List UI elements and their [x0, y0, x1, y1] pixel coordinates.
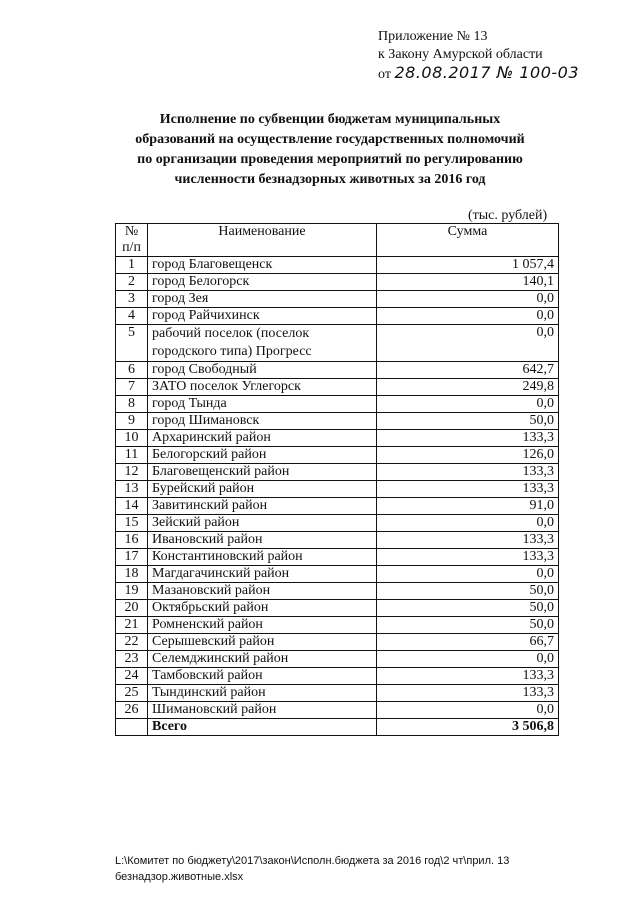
row-sum: 0,0: [377, 566, 559, 583]
table-row: [116, 362, 559, 379]
row-sum: 50,0: [377, 600, 559, 617]
file-path-line-2: безнадзор.животные.xlsx: [115, 871, 244, 883]
table-row: [116, 308, 559, 325]
title-line-4: численности безнадзорных животных за 2016 год: [174, 172, 486, 187]
header-number: № п/п: [116, 224, 148, 257]
table-row: [116, 583, 559, 600]
row-name: Серышевский район: [148, 634, 377, 651]
row-name: Зейский район: [148, 515, 377, 532]
total-label: Всего: [148, 719, 377, 736]
total-row: [116, 719, 559, 736]
row-name: Мазановский район: [148, 583, 377, 600]
total-sum: 3 506,8: [377, 719, 559, 736]
table-row: [116, 447, 559, 464]
row-number: 1: [116, 257, 148, 274]
row-name: Архаринский район: [148, 430, 377, 447]
row-sum: 0,0: [377, 651, 559, 668]
table-row: [116, 396, 559, 413]
table-row: [116, 430, 559, 447]
table-row: [116, 325, 559, 362]
row-name: Магдагачинский район: [148, 566, 377, 583]
row-name: Ивановский район: [148, 532, 377, 549]
row-number: 18: [116, 566, 148, 583]
row-name: Бурейский район: [148, 481, 377, 498]
row-name: город Благовещенск: [148, 257, 377, 274]
row-number: 13: [116, 481, 148, 498]
row-name: город Зея: [148, 291, 377, 308]
row-name: Благовещенский район: [148, 464, 377, 481]
row-sum: 133,3: [377, 481, 559, 498]
row-number: 16: [116, 532, 148, 549]
row-number: 11: [116, 447, 148, 464]
row-number: 20: [116, 600, 148, 617]
file-path-line-1: L:\Комитет по бюджету\2017\закон\Исполн.бюджета за 2016 год\2 чт\прил. 13: [115, 855, 510, 867]
row-number: 12: [116, 464, 148, 481]
table-row: [116, 685, 559, 702]
appendix-header: [378, 28, 579, 84]
row-number: 19: [116, 583, 148, 600]
row-sum: 91,0: [377, 498, 559, 515]
table-row: [116, 651, 559, 668]
total-number-cell: [116, 719, 148, 736]
law-date-line: [378, 64, 579, 84]
row-sum: 0,0: [377, 396, 559, 413]
row-number: 23: [116, 651, 148, 668]
subvention-table: [115, 223, 559, 736]
table-row: [116, 549, 559, 566]
unit-label: (тыс. рублей): [468, 208, 548, 223]
table-header-row: [116, 224, 559, 257]
title-line-3: по организации проведения мероприятий по регулированию: [137, 152, 523, 167]
row-name: Октябрьский район: [148, 600, 377, 617]
row-number: 4: [116, 308, 148, 325]
appendix-number: Приложение № 13: [378, 29, 488, 44]
handwritten-date-number: 28.08.2017 № 100-03: [394, 63, 580, 82]
row-sum: 133,3: [377, 668, 559, 685]
row-name: ЗАТО поселок Углегорск: [148, 379, 377, 396]
table-row: [116, 515, 559, 532]
row-number: 8: [116, 396, 148, 413]
table-row: [116, 498, 559, 515]
row-sum: 66,7: [377, 634, 559, 651]
row-sum: 133,3: [377, 685, 559, 702]
document-title: [120, 110, 540, 190]
row-number: 15: [116, 515, 148, 532]
row-sum: 133,3: [377, 430, 559, 447]
row-sum: 0,0: [377, 325, 559, 362]
row-name: город Белогорск: [148, 274, 377, 291]
table-row: [116, 379, 559, 396]
row-sum: 1 057,4: [377, 257, 559, 274]
row-sum: 0,0: [377, 291, 559, 308]
row-sum: 133,3: [377, 532, 559, 549]
title-line-2: образований на осуществление государственных полномочий: [135, 132, 525, 147]
table-row: [116, 600, 559, 617]
row-sum: 140,1: [377, 274, 559, 291]
table-row: [116, 257, 559, 274]
row-number: 22: [116, 634, 148, 651]
row-name: город Свободный: [148, 362, 377, 379]
law-reference: к Закону Амурской области: [378, 47, 543, 62]
row-sum: 249,8: [377, 379, 559, 396]
title-line-1: Исполнение по субвенции бюджетам муниципальных: [159, 112, 501, 127]
row-number: 14: [116, 498, 148, 515]
row-sum: 126,0: [377, 447, 559, 464]
file-path-footer: [115, 853, 509, 885]
row-sum: 50,0: [377, 583, 559, 600]
row-name: Белогорский район: [148, 447, 377, 464]
row-name: Шимановский район: [148, 702, 377, 719]
row-sum: 50,0: [377, 413, 559, 430]
date-prefix: от: [378, 67, 391, 82]
row-name: Тындинский район: [148, 685, 377, 702]
row-sum: 50,0: [377, 617, 559, 634]
table-row: [116, 617, 559, 634]
row-name: рабочий поселок (поселок городского типа) Прогресс: [148, 325, 377, 362]
row-number: 25: [116, 685, 148, 702]
table-row: [116, 668, 559, 685]
row-number: 17: [116, 549, 148, 566]
table-row: [116, 291, 559, 308]
row-number: 5: [116, 325, 148, 362]
row-name: город Шимановск: [148, 413, 377, 430]
row-number: 3: [116, 291, 148, 308]
row-sum: 133,3: [377, 464, 559, 481]
table-row: [116, 566, 559, 583]
row-name: Селемджинский район: [148, 651, 377, 668]
row-number: 6: [116, 362, 148, 379]
row-name: Завитинский район: [148, 498, 377, 515]
row-number: 9: [116, 413, 148, 430]
table-row: [116, 464, 559, 481]
row-number: 26: [116, 702, 148, 719]
row-sum: 0,0: [377, 702, 559, 719]
row-name: город Тында: [148, 396, 377, 413]
row-sum: 0,0: [377, 308, 559, 325]
row-sum: 133,3: [377, 549, 559, 566]
table-row: [116, 532, 559, 549]
row-number: 21: [116, 617, 148, 634]
table-row: [116, 481, 559, 498]
header-sum: Сумма: [377, 224, 559, 257]
row-name: Тамбовский район: [148, 668, 377, 685]
row-number: 10: [116, 430, 148, 447]
row-number: 7: [116, 379, 148, 396]
table-row: [116, 413, 559, 430]
row-sum: 642,7: [377, 362, 559, 379]
header-name: Наименование: [148, 224, 377, 257]
row-number: 24: [116, 668, 148, 685]
row-name: Константиновский район: [148, 549, 377, 566]
table-row: [116, 274, 559, 291]
row-sum: 0,0: [377, 515, 559, 532]
table-row: [116, 634, 559, 651]
row-name: Ромненский район: [148, 617, 377, 634]
table-row: [116, 702, 559, 719]
row-number: 2: [116, 274, 148, 291]
row-name: город Райчихинск: [148, 308, 377, 325]
